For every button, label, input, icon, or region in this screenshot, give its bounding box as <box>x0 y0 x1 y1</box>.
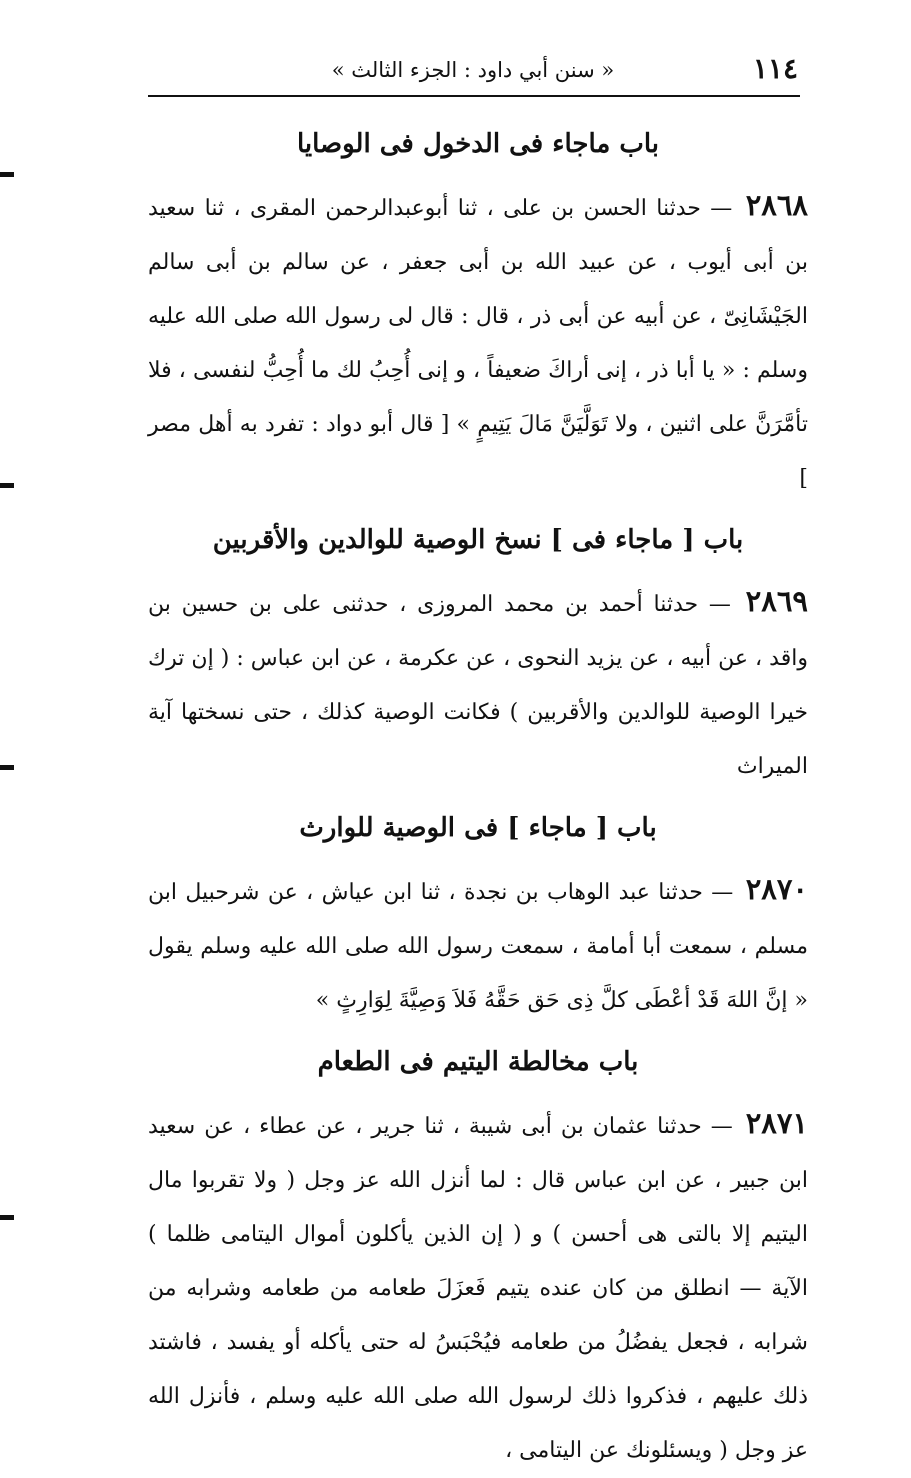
hadith-number: ٢٨٧٠ <box>745 872 808 906</box>
margin-mark <box>0 1215 14 1220</box>
header-rule <box>148 95 800 97</box>
chapter-title: باب [ ماجاء فى ] نسخ الوصية للوالدين والأقربين <box>212 525 744 555</box>
chapter-title: باب ماجاء فى الدخول فى الوصايا <box>296 129 660 159</box>
page-header <box>148 52 798 92</box>
margin-mark <box>0 765 14 770</box>
chapter-title: باب [ ماجاء ] فى الوصية للوارث <box>299 813 657 843</box>
hadith-text: — حدثنا عبد الوهاب بن نجدة ، ثنا ابن عياش ، عن شرحبيل ابن مسلم ، سمعت أبا أمامة ، سمعت رسول الله صلى الله عليه وسلم يقول « إنَّ اللهَ قَدْ أعْطَى كلَّ ذِى حَق حَقَّهُ فَلاَ وَصِيَّةَ لِوَارِثٍ » <box>148 880 808 1013</box>
hadith-paragraph <box>148 574 808 794</box>
margin-mark <box>0 483 14 488</box>
hadith-text: — حدثنا أحمد بن محمد المروزى ، حدثنى على بن حسين بن واقد ، عن أبيه ، عن يزيد النحوى ، عن عكرمة ، عن ابن عباس : ( إن ترك خيرا الوصية للوالدين والأقربين ) فكانت الوصية كذلك ، حتى نسختها آية الميراث <box>148 592 808 779</box>
hadith-paragraph <box>148 178 808 506</box>
running-title: « سنن أبي داود : الجزء الثالث » <box>331 58 615 82</box>
page-number: ١١٤ <box>752 52 798 85</box>
hadith-text: — حدثنا الحسن بن على ، ثنا أبوعبدالرحمن المقرى ، ثنا سعيد بن أبى أيوب ، عن عبيد الله بن أبى جعفر ، عن سالم بن أبى سالم الجَيْشَانِىّ ، عن أبيه عن أبى ذر ، قال : قال لى رسول الله صلى الله عليه وسلم : « يا أبا ذر ، إنى أراكَ ضعيفاً ، و إنى أُحِبُ لك ما أُحِبُّ لنفسى ، فلا تأمَّرَنَّ على اثنين ، ولا تَوَلَّيَنَّ مَالَ يَتِيمٍ » [ قال أبو دواد : تفرد به أهل مصر ] <box>148 196 808 491</box>
hadith-number: ٢٨٦٨ <box>745 188 808 222</box>
hadith-text: — حدثنا عثمان بن أبى شيبة ، ثنا جرير ، عن عطاء ، عن سعيد ابن جبير ، عن ابن عباس قال : لما أنزل الله عز وجل ( ولا تقربوا مال اليتيم إلا بالتى هى أحسن ) و ( إن الذين يأكلون أموال اليتامى ظلما ) الآية — انطلق من كان عنده يتيم فَعزَلَ طعامه من طعامه وشرابه من شرابه ، فجعل يفضُلُ من طعامه فيُحْبَسُ له حتى يأكله أو يفسد ، فاشتد ذلك عليهم ، فذكروا ذلك لرسول الله صلى الله عليه وسلم ، فأنزل الله عز وجل ( ويسئلونك عن اليتامى ، <box>148 1114 808 1463</box>
hadith-paragraph <box>148 862 808 1028</box>
chapter-title: باب مخالطة اليتيم فى الطعام <box>317 1047 639 1077</box>
hadith-number: ٢٨٧١ <box>745 1106 809 1140</box>
hadith-paragraph <box>148 1096 808 1478</box>
margin-mark <box>0 172 14 177</box>
page-content <box>148 110 808 1478</box>
hadith-number: ٢٨٦٩ <box>745 584 808 618</box>
